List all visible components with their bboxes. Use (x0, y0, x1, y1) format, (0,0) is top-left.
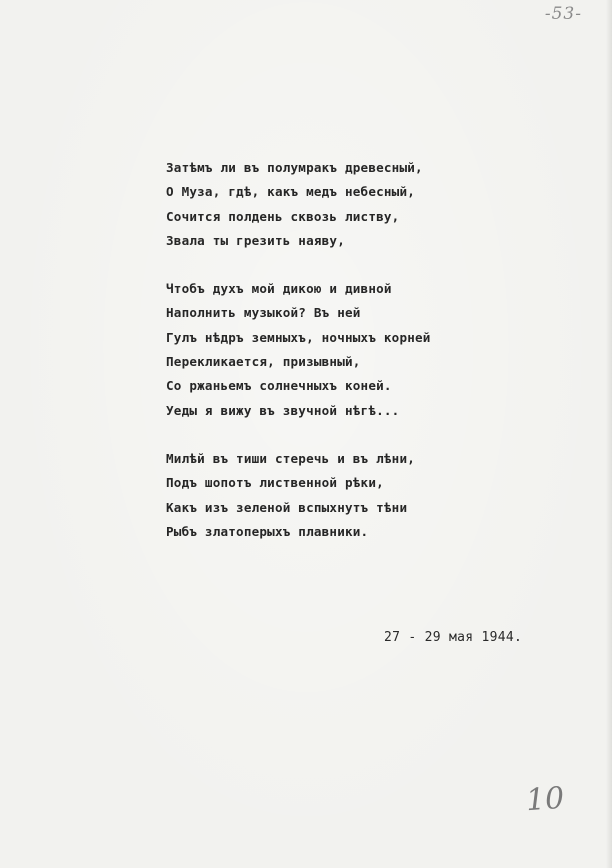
poem-line: Чтобъ духъ мой дикою и дивной (166, 281, 392, 297)
stanza-1 (166, 156, 526, 253)
stanza-3 (166, 447, 526, 544)
poem-line: О Муза, гдѣ, какъ медъ небесный, (166, 184, 416, 200)
poem-text (166, 156, 526, 568)
archive-page-number: -53- (544, 4, 582, 24)
composition-date: 27 - 29 мая 1944. (384, 630, 523, 645)
poem-line: Звала ты грезить наяву, (166, 232, 345, 248)
poem-line: Рыбъ златоперыхъ плавники. (166, 523, 369, 539)
poem-line: Перекликается, призывный, (166, 354, 361, 370)
poem-line: Гулъ нѣдръ земныхъ, ночныхъ корней (166, 329, 431, 345)
poem-line: Милѣй въ тиши стеречь и въ лѣни, (166, 450, 416, 466)
poem-line: Подъ шопотъ лиственной рѣки, (166, 475, 384, 491)
poem-line: Со ржаньемъ солнечныхъ коней. (166, 378, 392, 394)
page-edge-shadow (606, 0, 612, 868)
poem-line: Какъ изъ зеленой вспыхнутъ тѣни (166, 499, 408, 515)
stanza-2 (166, 277, 526, 423)
poem-line: Уеды я вижу въ звучной нѣгѣ... (166, 402, 400, 418)
handwritten-folio-number: 10 (524, 780, 566, 819)
poem-line: Сочится полдень сквозь листву, (166, 208, 400, 224)
poem-line: Затѣмъ ли въ полумракъ древесный, (166, 160, 423, 175)
poem-line: Наполнить музыкой? Въ ней (166, 305, 361, 321)
